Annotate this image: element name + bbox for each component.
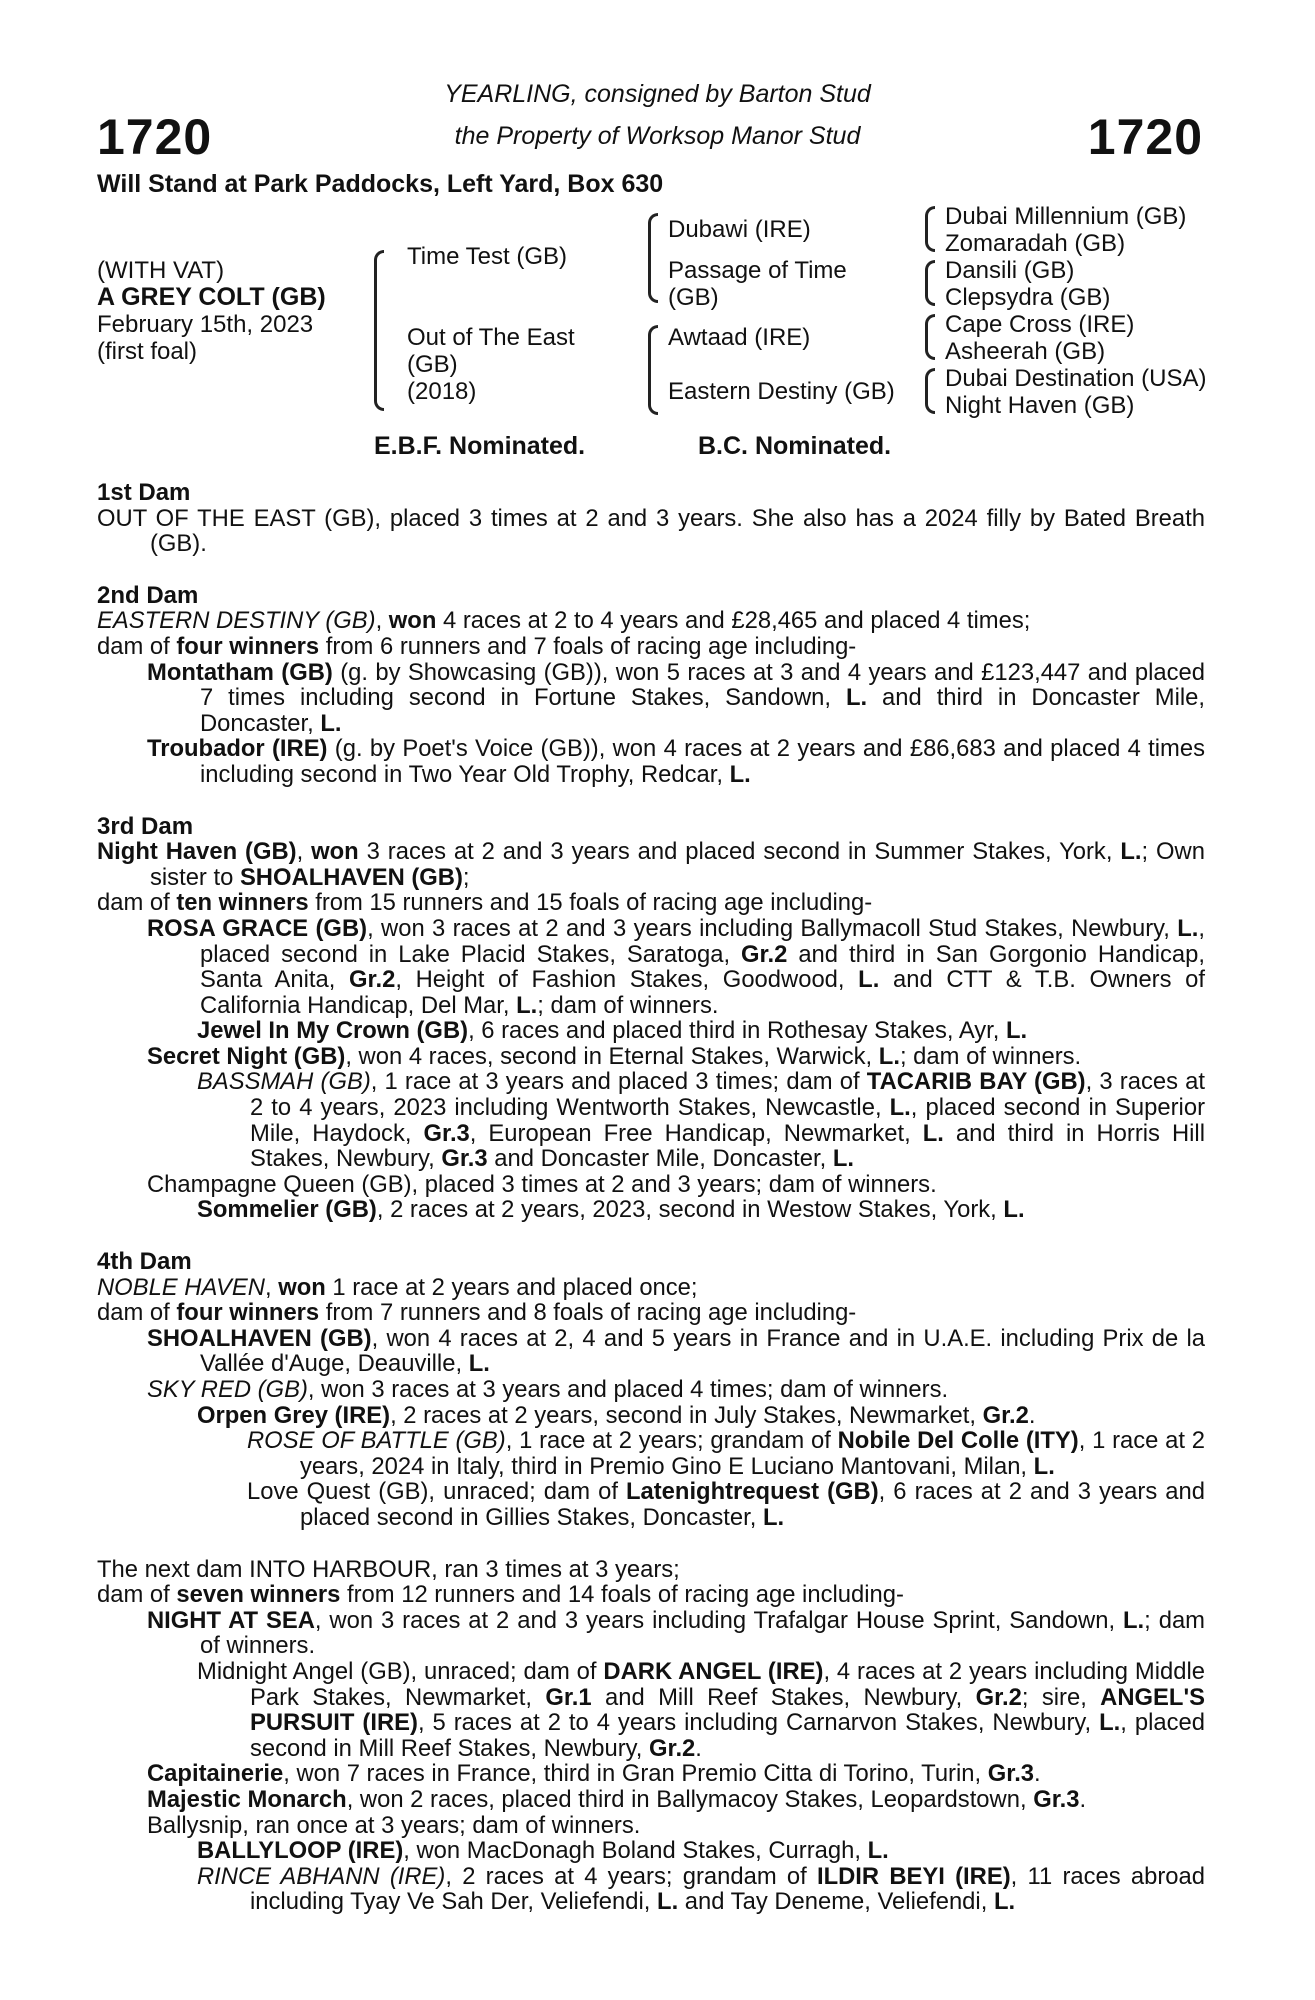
stand-location: Will Stand at Park Paddocks, Left Yard, Box 630 (97, 170, 664, 198)
lot-number-left: 1720 (97, 109, 213, 165)
section-heading: 2nd Dam (97, 581, 199, 609)
dam-sire: Awtaad (IRE) (668, 324, 811, 351)
sire-sire: Dubawi (IRE) (668, 216, 811, 243)
produce-record: Orpen Grey (IRE), 2 races at 2 years, second in July Stakes, Newmarket, Gr.2. (197, 1401, 1036, 1429)
produce-record: SHOALHAVEN (GB), won 4 races at 2, 4 and 5 years in France and in U.A.E. including Prix de la Vallée d'Auge, Deauville, L. (147, 1324, 1205, 1378)
ss-sire: Dubai Millennium (GB) (945, 203, 1187, 230)
produce-record: NIGHT AT SEA, won 3 races at 2 and 3 years including Trafalgar House Sprint, Sandown, L.; dam of winners. (147, 1606, 1206, 1660)
produce-record: Majestic Monarch, won 2 races, placed third in Ballymacoy Stakes, Leopardstown, Gr.3. (147, 1785, 1087, 1813)
section-heading: 4th Dam (97, 1248, 192, 1276)
produce-record: Sommelier (GB), 2 races at 2 years, 2023, second in Westow Stakes, York, L. (197, 1196, 1025, 1224)
produce-record: Troubador (IRE) (g. by Poet's Voice (GB)), won 4 races at 2 years and £86,683 and placed 4 times including second in Two Year Old Trophy, Redcar, L. (147, 735, 1206, 788)
ss-dam: Zomaradah (GB) (945, 230, 1126, 257)
ebf-nominated: E.B.F. Nominated. (374, 432, 586, 460)
catalogue-body (97, 480, 1205, 1915)
produce-record: SKY RED (GB), won 3 races at 3 years and placed 4 times; dam of winners. (147, 1376, 949, 1403)
sd-dam: Clepsydra (GB) (945, 284, 1111, 311)
produce-record: Montatham (GB) (g. by Showcasing (GB)), won 5 races at 3 and 4 years and £123,447 and placed 7 times including second in Fortune Stakes, Sandown, L. and third in Doncaster Mile, Doncaster, L. (147, 658, 1206, 737)
produce-record: Jewel In My Crown (GB), 6 races and placed third in Rothesay Stakes, Ayr, L. (197, 1017, 1028, 1045)
produce-record: dam of four winners from 7 runners and 8 foals of racing age including- (97, 1299, 857, 1327)
produce-record: ROSE OF BATTLE (GB), 1 race at 2 years; grandam of Nobile Del Colle (ITY), 1 race at 2 years, 2024 in Italy, third in Premio Gino E Luciano Mantovani, Milan, L. (247, 1427, 1205, 1480)
consignment-line-1: YEARLING, consigned by Barton Stud (444, 80, 871, 108)
horse-dob: February 15th, 2023 (97, 311, 314, 338)
bracket-horse (374, 250, 384, 411)
bracket-dd (925, 368, 935, 414)
produce-record: NOBLE HAVEN, won 1 race at 2 years and placed once; (97, 1273, 698, 1301)
bracket-ds (925, 314, 935, 360)
dam-line-1: Out of The East (407, 324, 575, 351)
bracket-sd (925, 260, 935, 306)
produce-record: OUT OF THE EAST (GB), placed 3 times at 2 and 3 years. She also has a 2024 filly by Bated Breath (GB). (97, 504, 1205, 558)
sire-dam-line-2: (GB) (668, 284, 719, 311)
produce-record: BALLYLOOP (IRE), won MacDonagh Boland Stakes, Curragh, L. (197, 1837, 889, 1865)
dd-dam: Night Haven (GB) (945, 392, 1135, 419)
consignment-line-2: the Property of Worksop Manor Stud (454, 122, 861, 150)
sd-sire: Dansili (GB) (945, 257, 1075, 284)
produce-record: ROSA GRACE (GB), won 3 races at 2 and 3 years including Ballymacoll Stud Stakes, Newbury, L., placed second in Lake Placid Stakes, Saratoga, Gr.2 and third in San Gorgonio Handicap, Santa Anita, Gr.2, Height of Fashion Stakes, Goodwood, L. and CTT & T.B. Owners of California Handicap, Del Mar, L.; dam of winners. (147, 914, 1205, 1019)
dd-sire: Dubai Destination (USA) (945, 365, 1207, 392)
horse-name: A GREY COLT (GB) (97, 283, 326, 311)
section-gap (97, 1531, 1205, 1557)
produce-record: The next dam INTO HARBOUR, ran 3 times at 3 years; (97, 1555, 680, 1583)
ds-sire: Cape Cross (IRE) (945, 311, 1135, 338)
section-gap (97, 788, 1205, 814)
dam-dam: Eastern Destiny (GB) (668, 378, 895, 405)
dam-line-2: (GB) (407, 351, 458, 378)
section-gap (97, 557, 1205, 583)
section-gap (97, 1223, 1205, 1249)
produce-record: BASSMAH (GB), 1 race at 3 years and placed 3 times; dam of TACARIB BAY (GB), 3 races at 2 to 4 years, 2023 including Wentworth Stakes, Newcastle, L., placed second in Superior Mile, Haydock, Gr.3, European Free Handicap, Newmarket, L. and third in Horris Hill Stakes, Newbury, Gr.3 and Doncaster Mile, Doncaster, L. (197, 1068, 1206, 1173)
bracket-ss (925, 206, 935, 252)
produce-record: Love Quest (GB), unraced; dam of Latenightrequest (GB), 6 races at 2 and 3 years and placed second in Gillies Stakes, Doncaster, L. (247, 1478, 1205, 1531)
vat-note: (WITH VAT) (97, 257, 225, 284)
section-heading: 3rd Dam (97, 812, 194, 840)
produce-record: Secret Night (GB), won 4 races, second in Eternal Stakes, Warwick, L.; dam of winners. (147, 1042, 1082, 1070)
bc-nominated: B.C. Nominated. (698, 432, 892, 460)
sire: Time Test (GB) (407, 243, 568, 270)
produce-record: RINCE ABHANN (IRE), 2 races at 4 years; grandam of ILDIR BEYI (IRE), 11 races abroad including Tyay Ve Sah Der, Veliefendi, L. and Tay Deneme, Veliefendi, L. (197, 1862, 1205, 1916)
horse-foal-note: (first foal) (97, 338, 198, 365)
ds-dam: Asheerah (GB) (945, 338, 1106, 365)
produce-record: EASTERN DESTINY (GB), won 4 races at 2 to 4 years and £28,465 and placed 4 times; (97, 607, 1031, 635)
produce-record: dam of seven winners from 12 runners and 14 foals of racing age including- (97, 1581, 904, 1609)
produce-record: Ballysnip, ran once at 3 years; dam of winners. (147, 1811, 641, 1839)
lot-number-right: 1720 (1087, 109, 1203, 165)
produce-record: dam of four winners from 6 runners and 7 foals of racing age including- (97, 632, 857, 660)
produce-record: Night Haven (GB), won 3 races at 2 and 3 years and placed second in Summer Stakes, York, L.; Own sister to SHOALHAVEN (GB); (97, 838, 1205, 891)
produce-record: Champagne Queen (GB), placed 3 times at 2 and 3 years; dam of winners. (147, 1170, 937, 1198)
sire-dam-line-1: Passage of Time (668, 257, 847, 284)
bracket-dam (648, 325, 658, 415)
produce-record: Capitainerie, won 7 races in France, third in Gran Premio Citta di Torino, Turin, Gr.3. (147, 1760, 1041, 1788)
bracket-sire (648, 213, 658, 303)
section-heading: 1st Dam (97, 479, 191, 506)
produce-record: Midnight Angel (GB), unraced; dam of DARK ANGEL (IRE), 4 races at 2 years including Middle Park Stakes, Newmarket, Gr.1 and Mill Reef Stakes, Newbury, Gr.2; sire, ANGEL'S PURSUIT (IRE), 5 races at 2 to 4 years including Carnarvon Stakes, Newbury, L., placed second in Mill Reef Stakes, Newbury, Gr.2. (197, 1657, 1205, 1762)
dam-line-3: (2018) (407, 378, 477, 405)
produce-record: dam of ten winners from 15 runners and 15 foals of racing age including- (97, 889, 873, 917)
